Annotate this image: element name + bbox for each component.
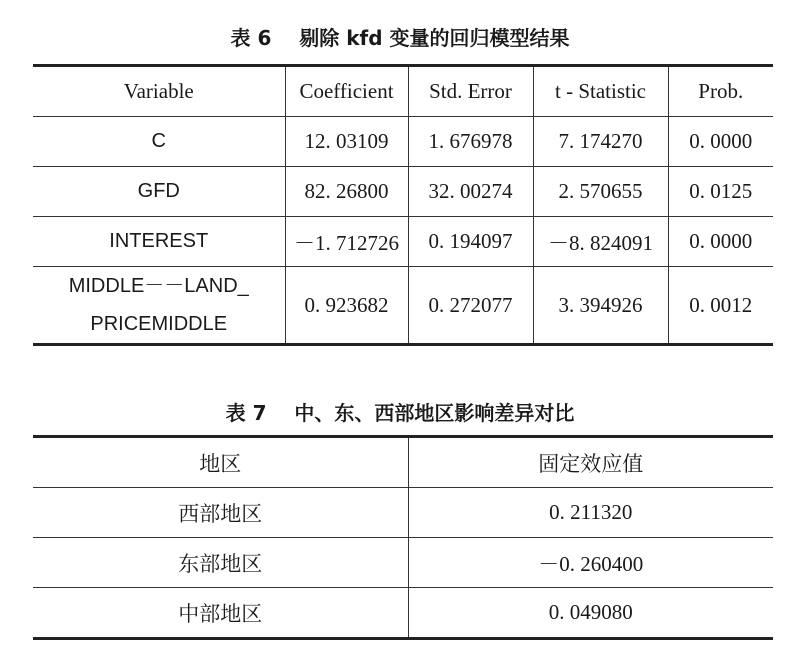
t-statistic-cell: －8. 824091 bbox=[533, 217, 668, 267]
prob-cell: 0. 0012 bbox=[689, 293, 753, 317]
header-fixed-effect: 固定效应值 bbox=[408, 437, 773, 488]
table-row bbox=[33, 267, 773, 345]
t-statistic-cell: 7. 174270 bbox=[533, 117, 668, 167]
region-cell: 东部地区 bbox=[33, 538, 408, 588]
header-prob: Prob. bbox=[668, 66, 773, 117]
table7-caption: 表 7 中、东、西部地区影响差异对比 bbox=[225, 401, 575, 425]
coefficient-cell: 12. 03109 bbox=[285, 117, 408, 167]
table-row bbox=[33, 588, 773, 639]
t-statistic-cell: 3. 394926 bbox=[533, 267, 668, 345]
variable-cell: GFD bbox=[33, 167, 285, 217]
region-cell: 西部地区 bbox=[33, 488, 408, 538]
table-row bbox=[33, 217, 773, 267]
prob-cell: 0. 0000 bbox=[668, 217, 773, 267]
table-row bbox=[33, 538, 773, 588]
variable-cell bbox=[33, 267, 285, 345]
variable-cell: INTEREST bbox=[33, 217, 285, 267]
header-coefficient: Coefficient bbox=[285, 66, 408, 117]
variable-line-1: MIDDLE－－LAND_ bbox=[68, 275, 249, 297]
table6-caption: 表 6 剔除 kfd 变量的回归模型结果 bbox=[230, 26, 570, 50]
region-cell: 中部地区 bbox=[33, 588, 408, 639]
header-region: 地区 bbox=[33, 437, 408, 488]
header-variable: Variable bbox=[33, 66, 285, 117]
coefficient-cell: 0. 923682 bbox=[285, 267, 408, 345]
variable-line-2: PRICEMIDDLE bbox=[90, 313, 228, 335]
header-std-error: Std. Error bbox=[408, 66, 533, 117]
table-header-row bbox=[33, 437, 773, 488]
std-error-cell: 1. 676978 bbox=[408, 117, 533, 167]
std-error-cell: 32. 00274 bbox=[408, 167, 533, 217]
prob-cell: 0. 0000 bbox=[668, 117, 773, 167]
table-row bbox=[33, 167, 773, 217]
table-header-row bbox=[33, 66, 773, 117]
table-row bbox=[33, 488, 773, 538]
value-cell: 0. 211320 bbox=[408, 488, 773, 538]
header-t-statistic: t - Statistic bbox=[533, 66, 668, 117]
std-error-cell: 0. 272077 bbox=[408, 267, 533, 345]
regional-effects-table bbox=[33, 435, 773, 640]
std-error-cell: 0. 194097 bbox=[408, 217, 533, 267]
t-statistic-cell: 2. 570655 bbox=[533, 167, 668, 217]
value-cell: －0. 260400 bbox=[408, 538, 773, 588]
prob-cell: 0. 0125 bbox=[668, 167, 773, 217]
coefficient-cell: 82. 26800 bbox=[285, 167, 408, 217]
regression-results-table bbox=[33, 64, 773, 346]
variable-cell: C bbox=[33, 117, 285, 167]
table-row bbox=[33, 117, 773, 167]
coefficient-cell: －1. 712726 bbox=[285, 217, 408, 267]
value-cell: 0. 049080 bbox=[548, 600, 633, 624]
